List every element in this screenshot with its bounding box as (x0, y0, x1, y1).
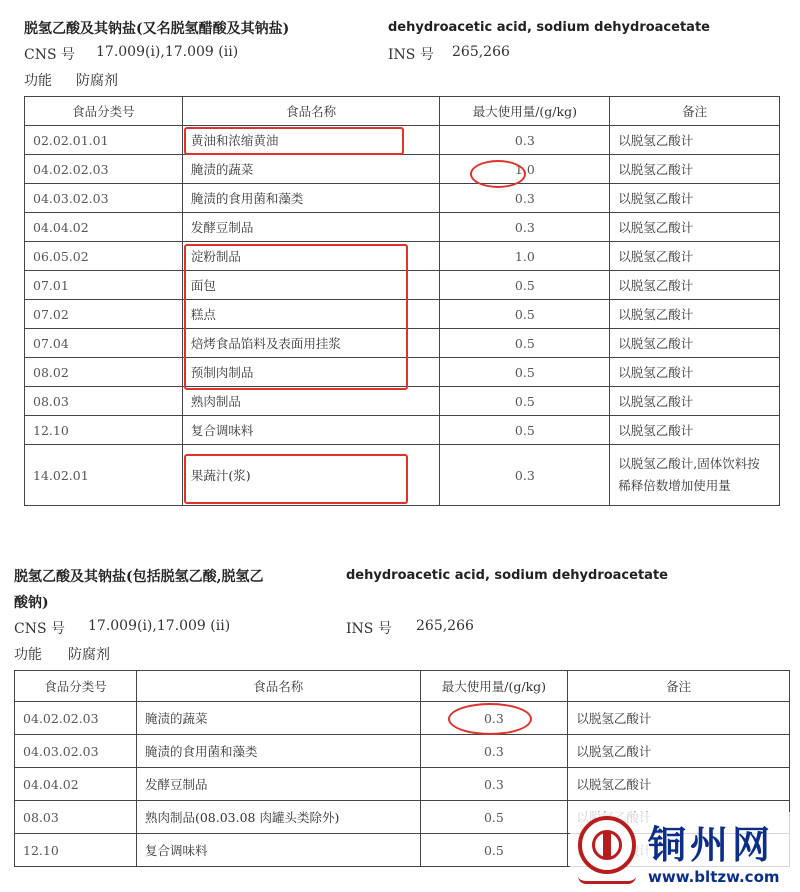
cell-code: 04.03.02.03 (25, 184, 183, 213)
section1-title-en: dehydroacetic acid, sodium dehydroacetate (388, 20, 710, 35)
cell-note: 以脱氢乙酸计 (610, 271, 780, 300)
cell-name: 熟肉制品(08.03.08 肉罐头类除外) (136, 801, 420, 834)
cell-qty: 1.0 (440, 242, 610, 271)
cell-qty: 0.5 (440, 329, 610, 358)
cell-name: 腌渍的食用菌和藻类 (136, 735, 420, 768)
cell-qty: 0.3 (440, 184, 610, 213)
cell-qty: 0.5 (440, 300, 610, 329)
section2-cns-label: CNS 号 (14, 621, 66, 637)
cell-note: 以脱氢乙酸计 (610, 387, 780, 416)
cell-qty: 0.3 (420, 735, 568, 768)
highlight-oval (470, 160, 526, 188)
section2-title-cn-line1: 脱氢乙酸及其钠盐(包括脱氢乙酸,脱氢乙 (14, 569, 264, 585)
table-row (15, 768, 790, 801)
cell-name: 腌渍的食用菌和藻类 (182, 184, 440, 213)
watermark (570, 812, 798, 890)
cell-name: 果蔬汁(浆) (182, 445, 440, 506)
cell-qty: 0.3 (440, 445, 610, 506)
header-qty: 最大使用量/(g/kg) (440, 97, 610, 126)
cell-code: 07.02 (25, 300, 183, 329)
section2-ins-label: INS 号 (346, 621, 392, 637)
cell-name: 预制肉制品 (182, 358, 440, 387)
watermark-title: 铜州网 (648, 823, 775, 867)
table-header-row (15, 671, 790, 702)
cell-note: 以脱氢乙酸计,固体饮料按稀释倍数增加使用量 (610, 445, 780, 506)
cell-name: 熟肉制品 (182, 387, 440, 416)
table-row (25, 184, 780, 213)
cell-qty: 0.3 (440, 213, 610, 242)
table-row (25, 213, 780, 242)
cell-name: 发酵豆制品 (136, 768, 420, 801)
cell-code: 02.02.01.01 (25, 126, 183, 155)
cell-code: 08.03 (15, 801, 137, 834)
table-row (15, 735, 790, 768)
cell-code: 04.02.02.03 (15, 702, 137, 735)
cell-code: 14.02.01 (25, 445, 183, 506)
highlight-oval (448, 703, 532, 735)
table-row (25, 416, 780, 445)
section1-ins-value: 265,266 (452, 44, 510, 60)
highlight-box (184, 244, 408, 390)
cell-qty: 0.5 (440, 387, 610, 416)
cell-qty: 0.5 (420, 834, 568, 867)
cell-note: 以脱氢乙酸计 (610, 213, 780, 242)
cell-code: 04.04.02 (25, 213, 183, 242)
cell-note: 以脱氢乙酸计 (610, 126, 780, 155)
cell-qty: 0.3 (420, 768, 568, 801)
cell-note: 以脱氢乙酸计 (568, 768, 790, 801)
cell-qty: 0.5 (440, 416, 610, 445)
section1-title-cn: 脱氢乙酸及其钠盐(又名脱氢醋酸及其钠盐) (24, 21, 290, 37)
cell-code: 08.03 (25, 387, 183, 416)
header-note: 备注 (610, 97, 780, 126)
watermark-url: www.bltzw.com (648, 868, 780, 886)
section2-ins-value: 265,266 (416, 618, 474, 634)
section2-cns-value: 17.009(i),17.009 (ii) (88, 618, 231, 634)
cell-qty: 1.0 (440, 155, 610, 184)
cell-name: 腌渍的蔬菜 (136, 702, 420, 735)
cell-qty: 0.5 (420, 801, 568, 834)
cell-qty: 0.5 (440, 358, 610, 387)
cell-note: 以脱氢乙酸计 (610, 184, 780, 213)
cell-note: 以脱氢乙酸计 (610, 155, 780, 184)
cell-name: 焙烤食品馅料及表面用挂浆 (182, 329, 440, 358)
cell-name: 淀粉制品 (182, 242, 440, 271)
cell-name: 发酵豆制品 (182, 213, 440, 242)
header-code: 食品分类号 (15, 671, 137, 702)
highlight-box (184, 127, 404, 155)
header-qty: 最大使用量/(g/kg) (420, 671, 568, 702)
table-header-row (25, 97, 780, 126)
table-row (15, 702, 790, 735)
cell-code: 07.04 (25, 329, 183, 358)
section1-ins-label: INS 号 (388, 47, 434, 63)
section2-title-cn-line2: 酸钠) (14, 595, 49, 611)
cell-qty: 0.3 (420, 702, 568, 735)
cell-qty: 0.5 (440, 271, 610, 300)
cell-code: 12.10 (15, 834, 137, 867)
cell-code: 04.03.02.03 (15, 735, 137, 768)
section2-title-en: dehydroacetic acid, sodium dehydroacetate (346, 568, 668, 583)
cell-name: 黄油和浓缩黄油 (182, 126, 440, 155)
cell-code: 12.10 (25, 416, 183, 445)
header-name: 食品名称 (136, 671, 420, 702)
cell-name: 复合调味料 (136, 834, 420, 867)
section1-cns-label: CNS 号 (24, 47, 76, 63)
cell-name: 复合调味料 (182, 416, 440, 445)
cell-name: 糕点 (182, 300, 440, 329)
cell-note: 以脱氢乙酸计 (610, 300, 780, 329)
cell-note: 以脱氢乙酸计 (568, 702, 790, 735)
section1-function-label: 功能 (24, 73, 52, 89)
cell-code: 07.01 (25, 271, 183, 300)
section2-function-label: 功能 (14, 647, 42, 663)
watermark-logo-icon (578, 816, 636, 874)
cell-note: 以脱氢乙酸计 (610, 329, 780, 358)
cell-name: 面包 (182, 271, 440, 300)
header-name: 食品名称 (182, 97, 440, 126)
cell-note: 以脱氢乙酸计 (610, 416, 780, 445)
cell-code: 06.05.02 (25, 242, 183, 271)
header-code: 食品分类号 (25, 97, 183, 126)
highlight-box (184, 454, 408, 504)
section2-function-value: 防腐剂 (68, 647, 110, 663)
cell-name: 腌渍的蔬菜 (182, 155, 440, 184)
section1-function-value: 防腐剂 (76, 73, 118, 89)
watermark-logo-base (578, 876, 636, 884)
cell-code: 08.02 (25, 358, 183, 387)
cell-note: 以脱氢乙酸计 (610, 242, 780, 271)
cell-qty: 0.3 (440, 126, 610, 155)
cell-note: 以脱氢乙酸计 (610, 358, 780, 387)
cell-code: 04.04.02 (15, 768, 137, 801)
section1-cns-value: 17.009(i),17.009 (ii) (96, 44, 239, 60)
cell-note: 以脱氢乙酸计 (568, 735, 790, 768)
table-row (25, 387, 780, 416)
header-note: 备注 (568, 671, 790, 702)
cell-code: 04.02.02.03 (25, 155, 183, 184)
table-row (25, 155, 780, 184)
